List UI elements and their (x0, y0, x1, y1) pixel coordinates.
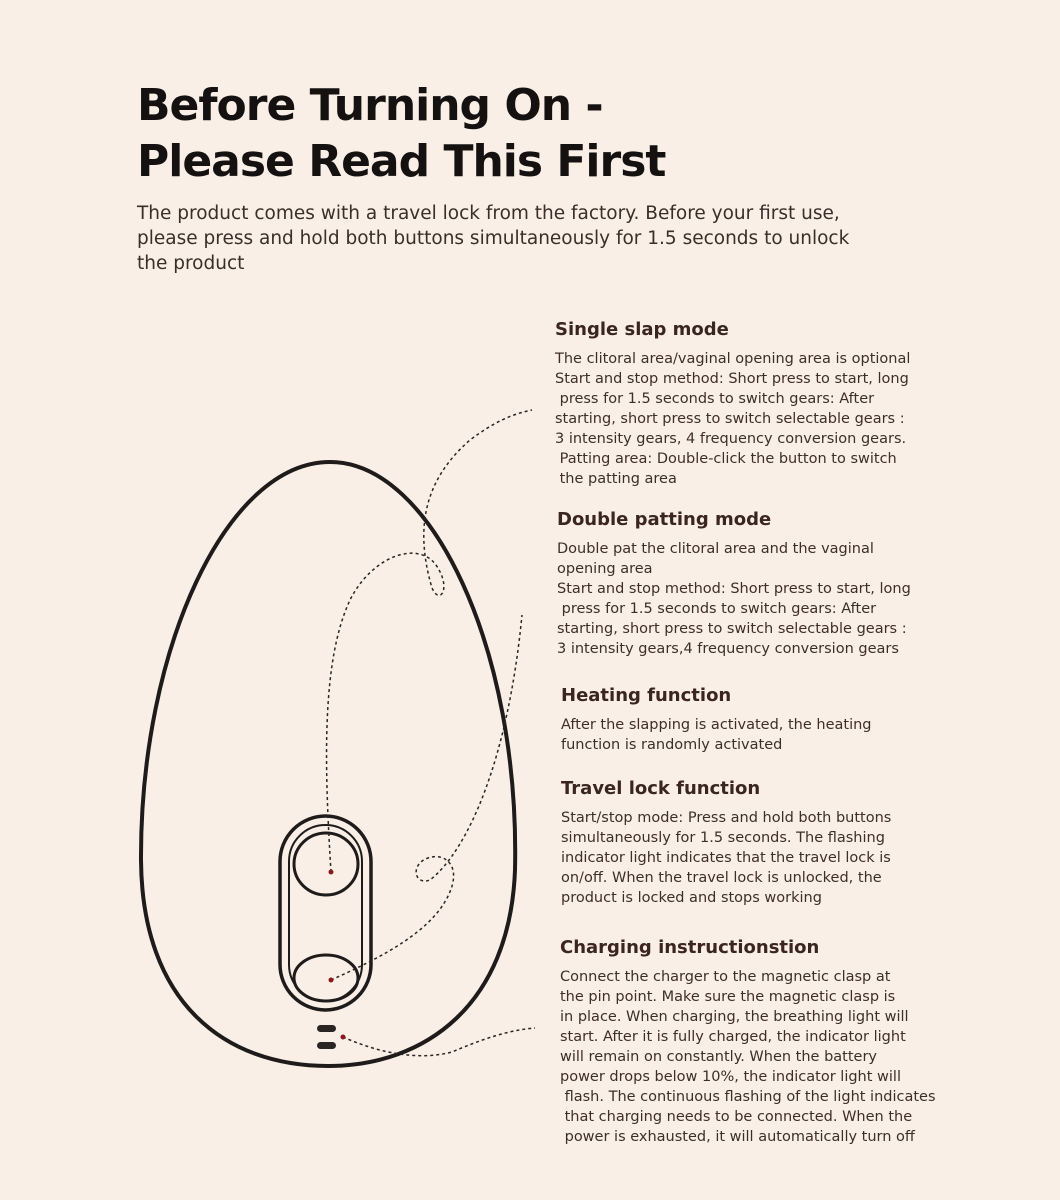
section-text-line: press for 1.5 seconds to switch gears: After (557, 601, 877, 617)
section-text-line: Start and stop method: Short press to start, long (555, 371, 909, 387)
charging-pin-icon (317, 1042, 336, 1049)
section-charging-instructions (560, 935, 936, 1147)
page-title-line-2: Please Read This First (137, 136, 666, 187)
section-text-line: The clitoral area/vaginal opening area is optional (555, 351, 911, 367)
charging-pin-icon (317, 1025, 336, 1032)
intro-line-3: the product (137, 253, 245, 274)
section-text-line: After the slapping is activated, the heating (561, 717, 872, 733)
bottom-button-icon (294, 955, 358, 1001)
section-text-line: Patting area: Double-click the button to switch (555, 451, 897, 467)
section-text-line: Connect the charger to the magnetic clasp at (560, 969, 891, 985)
top-button-icon (294, 833, 358, 895)
section-text-line: power is exhausted, it will automatically turn off (560, 1129, 915, 1145)
intro-line-1: The product comes with a travel lock from the factory. Before your first use, (137, 203, 840, 224)
section-text-line: 3 intensity gears,4 frequency conversion gears (557, 641, 899, 657)
point-marker-icon (329, 978, 334, 983)
section-heading: Heating function (561, 685, 732, 706)
section-text-line: that charging needs to be connected. When the (560, 1109, 913, 1125)
section-text-line: Start and stop method: Short press to start, long (557, 581, 911, 597)
section-text-line: flash. The continuous flashing of the light indicates (560, 1089, 936, 1105)
section-single-slap-mode (555, 317, 910, 489)
button-panel-inner-outline (289, 825, 362, 1001)
section-text-line: function is randomly activated (561, 737, 783, 753)
section-text-line: product is locked and stops working (561, 890, 822, 906)
section-double-patting-mode (557, 507, 911, 659)
section-text-line: the patting area (555, 471, 677, 487)
section-heating-function (561, 683, 872, 755)
section-text-line: starting, short press to switch selectable gears : (555, 411, 905, 427)
point-marker-icon (341, 1035, 346, 1040)
section-text-line: will remain on constantly. When the battery (560, 1049, 877, 1065)
leader-line-single-slap (327, 410, 532, 872)
section-heading: Travel lock function (561, 778, 761, 799)
section-text-line: simultaneously for 1.5 seconds. The flashing (561, 830, 885, 846)
section-text-line: indicator light indicates that the travel lock is (561, 850, 891, 866)
section-text-line: Double pat the clitoral area and the vaginal (557, 541, 874, 557)
section-text-line: start. After it is fully charged, the indicator light (560, 1029, 906, 1045)
section-heading: Single slap mode (555, 319, 729, 340)
section-heading: Double patting mode (557, 509, 772, 530)
section-text-line: on/off. When the travel lock is unlocked, the (561, 870, 882, 886)
section-travel-lock-function (561, 776, 891, 908)
section-heading: Charging instructionstion (560, 937, 820, 958)
device-body-outline (141, 462, 515, 1066)
section-text-line: power drops below 10%, the indicator light will (560, 1069, 901, 1085)
section-text-line: Start/stop mode: Press and hold both buttons (561, 810, 892, 826)
section-text-line: press for 1.5 seconds to switch gears: After (555, 391, 875, 407)
section-text-line: in place. When charging, the breathing light will (560, 1009, 909, 1025)
section-text-line: starting, short press to switch selectable gears : (557, 621, 907, 637)
section-text-line: 3 intensity gears, 4 frequency conversion gears. (555, 431, 907, 447)
point-marker-icon (329, 870, 334, 875)
intro-line-2: please press and hold both buttons simultaneously for 1.5 seconds to unlock (137, 228, 850, 249)
page-title-line-1: Before Turning On - (137, 80, 603, 131)
section-text-line: opening area (557, 561, 653, 577)
section-text-line: the pin point. Make sure the magnetic clasp is (560, 989, 896, 1005)
